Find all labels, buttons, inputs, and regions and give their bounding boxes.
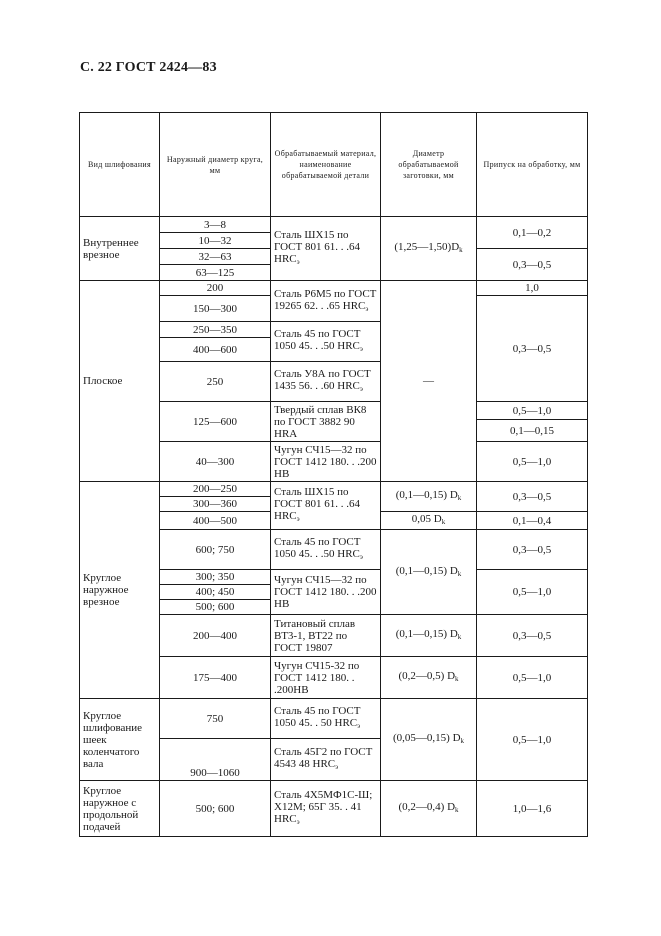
wheel-diameter-cell: 500; 600 <box>160 781 271 837</box>
dk-subscript: k <box>457 633 462 641</box>
dk-symbol: D <box>447 670 456 682</box>
material-cell <box>271 530 381 570</box>
dk-symbol: D <box>449 489 458 501</box>
allowance-cell: 0,5—1,0 <box>477 699 588 781</box>
allowance-cell: 0,3—0,5 <box>477 615 588 657</box>
wheel-diameter-cell: 900—1060 <box>160 739 271 781</box>
material-text: Сталь 45Г2 по ГОСТ 4543 48 HRC <box>274 746 373 770</box>
hrc-subscript: э <box>357 722 361 730</box>
material-cell: Чугун СЧ15—32 по ГОСТ 1412 180. . .200 НВ <box>271 570 381 615</box>
table-header-row <box>80 113 588 217</box>
allowance-cell: 0,3—0,5 <box>477 249 588 281</box>
wheel-diameter-cell: 150—300 <box>160 296 271 322</box>
hrc-subscript: э <box>365 304 369 313</box>
material-cell <box>271 781 381 837</box>
wheel-diameter-cell: 200—400 <box>160 615 271 657</box>
header-allowance: Припуск на обработку, мм <box>477 113 588 217</box>
allowance-cell: 0,1—0,4 <box>477 512 588 530</box>
hrc-subscript: э <box>359 385 363 393</box>
hrc-subscript: э <box>296 818 300 826</box>
blank-text: (0,2—0,4) <box>398 801 445 813</box>
wheel-diameter-cell: 600; 750 <box>160 530 271 570</box>
hrc-subscript: э <box>296 258 300 266</box>
blank-text: (0,1—0,15) <box>395 489 448 501</box>
header-wheel-diameter: Наружный диаметр круга, мм <box>160 113 271 217</box>
allowance-cell: 1,0—1,6 <box>477 781 588 837</box>
wheel-diameter-cell: 400—600 <box>160 338 271 362</box>
page-header: С. 22 ГОСТ 2424—83 <box>80 60 217 75</box>
dk-subscript: k <box>455 806 459 814</box>
allowance-cell: 0,5—1,0 <box>477 657 588 699</box>
allowance-cell: 0,5—1,0 <box>477 570 588 615</box>
allowance-cell: 0,1—0,15 <box>477 420 588 442</box>
material-cell: Титановый сплав ВТ3-1, ВТ22 по ГОСТ 19807 <box>271 615 381 657</box>
dk-subscript: k <box>459 246 463 254</box>
grinding-type-cell: Круглое наружное врезное <box>80 482 160 699</box>
material-text: Сталь ШХ15 по ГОСТ 801 61. . .64 HRC <box>274 229 360 265</box>
blank-diameter-cell: — <box>381 281 477 482</box>
allowance-cell: 0,3—0,5 <box>477 296 588 402</box>
wheel-diameter-cell: 200 <box>160 281 271 296</box>
table-row <box>80 699 588 739</box>
material-cell <box>271 362 381 402</box>
blank-text: (0,2—0,5) <box>398 670 445 682</box>
blank-diameter-cell <box>381 781 477 837</box>
hrc-subscript: э <box>359 553 363 561</box>
material-cell <box>271 739 381 781</box>
material-cell <box>271 217 381 281</box>
wheel-diameter-cell: 250 <box>160 362 271 402</box>
hrc-subscript: э <box>296 515 300 523</box>
material-text: Сталь ШХ15 по ГОСТ 801 61. . .64 HRC <box>274 486 360 522</box>
blank-diameter-cell <box>381 512 477 530</box>
grinding-type-cell: Внутреннее врезное <box>80 217 160 281</box>
table-row <box>80 217 588 233</box>
material-cell: Чугун СЧ15—32 по ГОСТ 1412 180. . .200 НВ <box>271 442 381 482</box>
blank-text: (0,05—0,15) <box>392 732 450 744</box>
dk-subscript: k <box>460 737 465 745</box>
allowance-cell: 0,3—0,5 <box>477 530 588 570</box>
material-text: Сталь 45 по ГОСТ 1050 45. . .50 HRC <box>274 536 361 560</box>
blank-diameter-cell <box>381 217 477 281</box>
blank-diameter-cell <box>381 482 477 512</box>
dk-subscript: k <box>455 675 459 683</box>
material-text: Сталь 45 по ГОСТ 1050 45. . 50 HRC <box>274 705 361 729</box>
dk-symbol: D <box>433 513 442 525</box>
wheel-diameter-cell: 3—8 <box>160 217 271 233</box>
dk-subscript: k <box>457 494 462 502</box>
wheel-diameter-cell: 750 <box>160 699 271 739</box>
blank-diameter-cell <box>381 615 477 657</box>
hrc-subscript: э <box>335 763 339 771</box>
dk-symbol: D <box>449 628 458 640</box>
wheel-diameter-cell: 63—125 <box>160 265 271 281</box>
blank-diameter-cell <box>381 657 477 699</box>
material-cell <box>271 699 381 739</box>
material-cell <box>271 322 381 362</box>
grinding-type-cell: Круглое наружное с продольной подачей <box>80 781 160 837</box>
table-row <box>80 781 588 837</box>
material-cell: Твердый сплав ВК8 по ГОСТ 3882 90 HRA <box>271 402 381 442</box>
wheel-diameter-cell: 40—300 <box>160 442 271 482</box>
allowance-table <box>79 112 588 837</box>
wheel-diameter-cell: 500; 600 <box>160 600 271 615</box>
allowance-cell: 0,3—0,5 <box>477 482 588 512</box>
wheel-diameter-cell: 300—360 <box>160 497 271 512</box>
blank-text: 0,05 <box>411 513 432 525</box>
grinding-type-cell: Плоское <box>80 281 160 482</box>
dk-subscript: k <box>457 569 462 578</box>
wheel-diameter-cell: 300; 350 <box>160 570 271 585</box>
material-cell: Чугун СЧ15-32 по ГОСТ 1412 180. . .200НВ <box>271 657 381 699</box>
blank-text: (1,25—1,50) <box>394 241 452 253</box>
wheel-diameter-cell: 32—63 <box>160 249 271 265</box>
dk-subscript: k <box>441 518 446 526</box>
hrc-subscript: э <box>359 345 363 353</box>
header-grinding-type: Вид шлифования <box>80 113 160 217</box>
material-cell <box>271 482 381 530</box>
dk-symbol: D <box>447 801 456 813</box>
allowance-cell: 0,5—1,0 <box>477 402 588 420</box>
wheel-diameter-cell: 125—600 <box>160 402 271 442</box>
dk-symbol: D <box>449 564 458 577</box>
wheel-diameter-cell: 10—32 <box>160 233 271 249</box>
wheel-diameter-cell: 175—400 <box>160 657 271 699</box>
allowance-cell: 0,1—0,2 <box>477 217 588 249</box>
dk-symbol: D <box>451 241 460 253</box>
header-blank-diameter: Диаметр обрабатываемой заготовки, мм <box>381 113 477 217</box>
allowance-cell: 1,0 <box>477 281 588 296</box>
material-text: Сталь Р6М5 по ГОСТ 19265 62. . .65 HRC <box>274 287 377 312</box>
blank-text: (0,1—0,15) <box>395 628 448 640</box>
material-cell <box>271 281 381 322</box>
header-material: Обрабатываемый материал, наименование обрабатываемой детали <box>271 113 381 217</box>
dk-symbol: D <box>452 732 461 744</box>
blank-diameter-cell <box>381 530 477 615</box>
blank-text: (0,1—0,15) <box>395 564 448 577</box>
allowance-cell: 0,5—1,0 <box>477 442 588 482</box>
table-row <box>80 281 588 296</box>
material-text: Сталь У8А по ГОСТ 1435 56. . .60 HRC <box>274 368 371 392</box>
wheel-diameter-cell: 400; 450 <box>160 585 271 600</box>
material-text: Сталь 45 по ГОСТ 1050 45. . .50 HRC <box>274 328 361 352</box>
wheel-diameter-cell: 250—350 <box>160 322 271 338</box>
grinding-type-cell: Круглое шлифование шеек коленчатого вала <box>80 699 160 781</box>
wheel-diameter-cell: 200—250 <box>160 482 271 497</box>
blank-diameter-cell <box>381 699 477 781</box>
material-text: Сталь 4Х5МФ1С-Ш; Х12М; 65Г 35. . 41 HRC <box>274 789 373 825</box>
table-row <box>80 482 588 497</box>
wheel-diameter-cell: 400—500 <box>160 512 271 530</box>
